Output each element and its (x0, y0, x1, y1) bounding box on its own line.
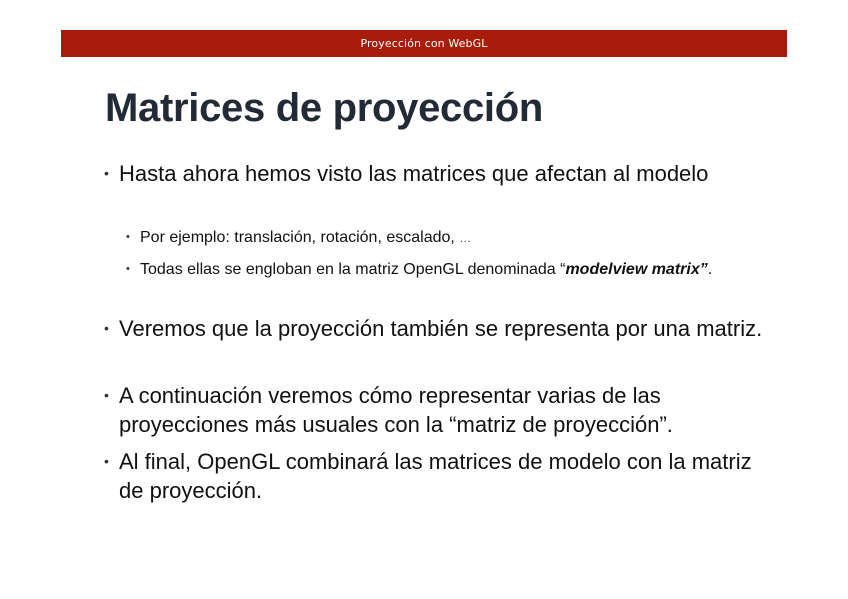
bullet-text: Veremos que la proyección también se representa por una matriz. (119, 316, 763, 341)
bullet-item (104, 159, 764, 188)
bullet-item (104, 447, 764, 505)
bullet-dot-icon: • (104, 387, 109, 403)
bullet-text: A continuación veremos cómo representar varias de las proyecciones más usuales con la “matriz de proyección”. (119, 383, 673, 437)
subbullet-emphasis: modelview matrix” (565, 261, 708, 278)
bullet-item (104, 381, 764, 439)
subbullet-dot-icon: • (126, 263, 130, 275)
bullet-dot-icon: • (104, 453, 109, 469)
bullet-text: Al final, OpenGL combinará las matrices de modelo con la matriz de proyección. (119, 449, 752, 503)
header-bar (61, 30, 787, 57)
subbullet-text (126, 258, 746, 281)
bullet-dot-icon: • (104, 320, 109, 336)
slide-title: Matrices de proyección (105, 86, 544, 130)
header-title: Proyección con WebGL (360, 37, 488, 50)
subbullet-dot-icon: • (126, 231, 130, 243)
subbullet-item (126, 226, 746, 250)
subbullet-item (126, 258, 746, 281)
bullet-item (104, 314, 764, 343)
subbullet-text-before: Todas ellas se engloban en la matriz OpenGL denominada “ (140, 261, 566, 278)
ellipsis: … (459, 231, 472, 245)
bullet-text: Hasta ahora hemos visto las matrices que afectan al modelo (119, 161, 709, 186)
bullet-dot-icon: • (104, 165, 109, 181)
subbullet-text-main: Por ejemplo: translación, rotación, escalado, (140, 229, 460, 246)
subbullet-text (126, 226, 746, 250)
subbullet-text-after: . (707, 261, 713, 278)
